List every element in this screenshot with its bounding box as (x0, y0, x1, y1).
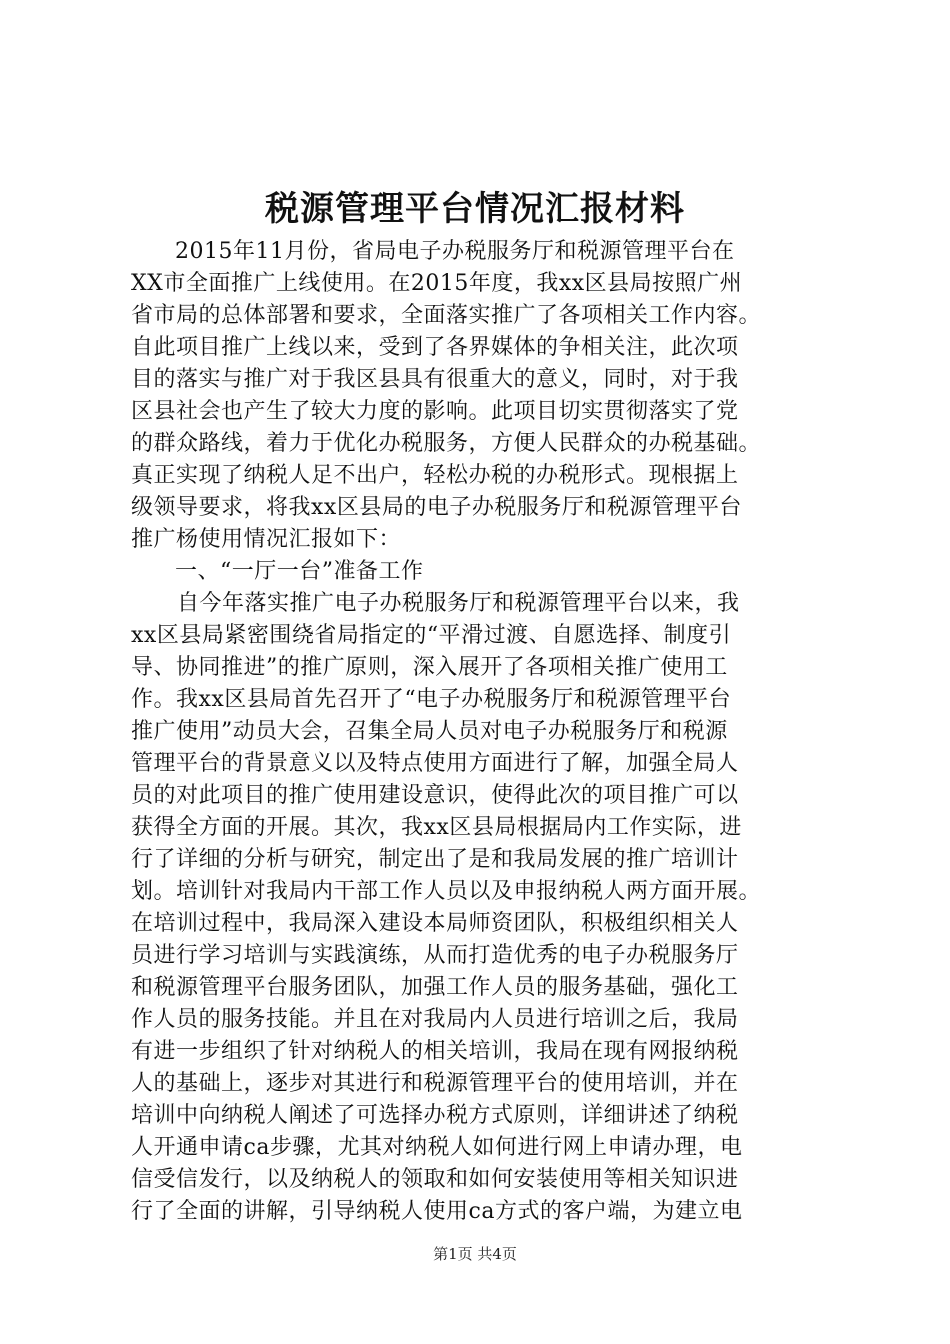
paragraph-line: 行了全面的讲解，引导纳税人使用ca方式的客户端，为建立电 (131, 1199, 743, 1224)
paragraph-line: 行了详细的分析与研究，制定出了是和我局发展的推广培训计 (131, 847, 739, 872)
section-heading: 一、“一厅一台”准备工作 (175, 559, 424, 584)
paragraph-line: 有进一步组织了针对纳税人的相关培训，我局在现有网报纳税 (131, 1039, 739, 1064)
paragraph-line: 获得全方面的开展。其次，我xx区县局根据局内工作实际，进 (131, 815, 742, 840)
paragraph-line: 人的基础上，逐步对其进行和税源管理平台的使用培训，并在 (131, 1071, 739, 1096)
paragraph-line: 人开通申请ca步骤，尤其对纳税人如何进行网上申请办理，电 (131, 1135, 743, 1160)
paragraph-line: XX市全面推广上线使用。在2015年度，我xx区县局按照广州 (131, 271, 743, 296)
paragraph-line: 目的落实与推广对于我区县具有很重大的意义，同时，对于我 (131, 367, 739, 392)
paragraph-line: 真正实现了纳税人足不出户，轻松办税的办税形式。现根据上 (131, 463, 739, 488)
paragraph-line: 信受信发行，以及纳税人的领取和如何安装使用等相关知识进 (131, 1167, 739, 1192)
paragraph-line: 自今年落实推广电子办税服务厅和税源管理平台以来，我 (177, 591, 740, 616)
document-title: 税源管理平台情况汇报材料 (265, 189, 685, 229)
paragraph-line: 自此项目推广上线以来，受到了各界媒体的争相关注，此次项 (131, 335, 739, 360)
paragraph-line: 推广杨使用情况汇报如下： (131, 527, 402, 552)
paragraph-line: 2015年11月份，省局电子办税服务厅和税源管理平台在 (175, 239, 735, 264)
paragraph-line: 管理平台的背景意义以及特点使用方面进行了解，加强全局人 (131, 751, 739, 776)
paragraph-line: 划。培训针对我局内干部工作人员以及申报纳税人两方面开展。 (131, 879, 762, 904)
paragraph-line: 导、协同推进”的推广原则，深入展开了各项相关推广使用工 (131, 655, 728, 680)
paragraph-line: 员进行学习培训与实践演练，从而打造优秀的电子办税服务厅 (131, 943, 739, 968)
paragraph-line: 在培训过程中，我局深入建设本局师资团队，积极组织相关人 (131, 911, 739, 936)
page-number-footer: 第1页 共4页 (433, 1245, 517, 1263)
document-body (131, 236, 831, 1228)
paragraph-line: 培训中向纳税人阐述了可选择办税方式原则，详细讲述了纳税 (131, 1103, 739, 1128)
paragraph-line: 作人员的服务技能。并且在对我局内人员进行培训之后，我局 (131, 1007, 739, 1032)
paragraph-line: 省市局的总体部署和要求，全面落实推广了各项相关工作内容。 (131, 303, 762, 328)
paragraph-line: 的群众路线，着力于优化办税服务，方便人民群众的办税基础。 (131, 431, 762, 456)
paragraph-line: 推广使用”动员大会，召集全局人员对电子办税服务厅和税源 (131, 719, 728, 744)
paragraph-line: 员的对此项目的推广使用建设意识，使得此次的项目推广可以 (131, 783, 739, 808)
paragraph-line: 级领导要求，将我xx区县局的电子办税服务厅和税源管理平台 (131, 495, 742, 520)
paragraph-line: 和税源管理平台服务团队，加强工作人员的服务基础，强化工 (131, 975, 739, 1000)
paragraph-line: 作。我xx区县局首先召开了“电子办税服务厅和税源管理平台 (131, 687, 732, 712)
paragraph-line: xx区县局紧密围绕省局指定的“平滑过渡、自愿选择、制度引 (131, 623, 732, 648)
paragraph-line: 区县社会也产生了较大力度的影响。此项目切实贯彻落实了党 (131, 399, 739, 424)
